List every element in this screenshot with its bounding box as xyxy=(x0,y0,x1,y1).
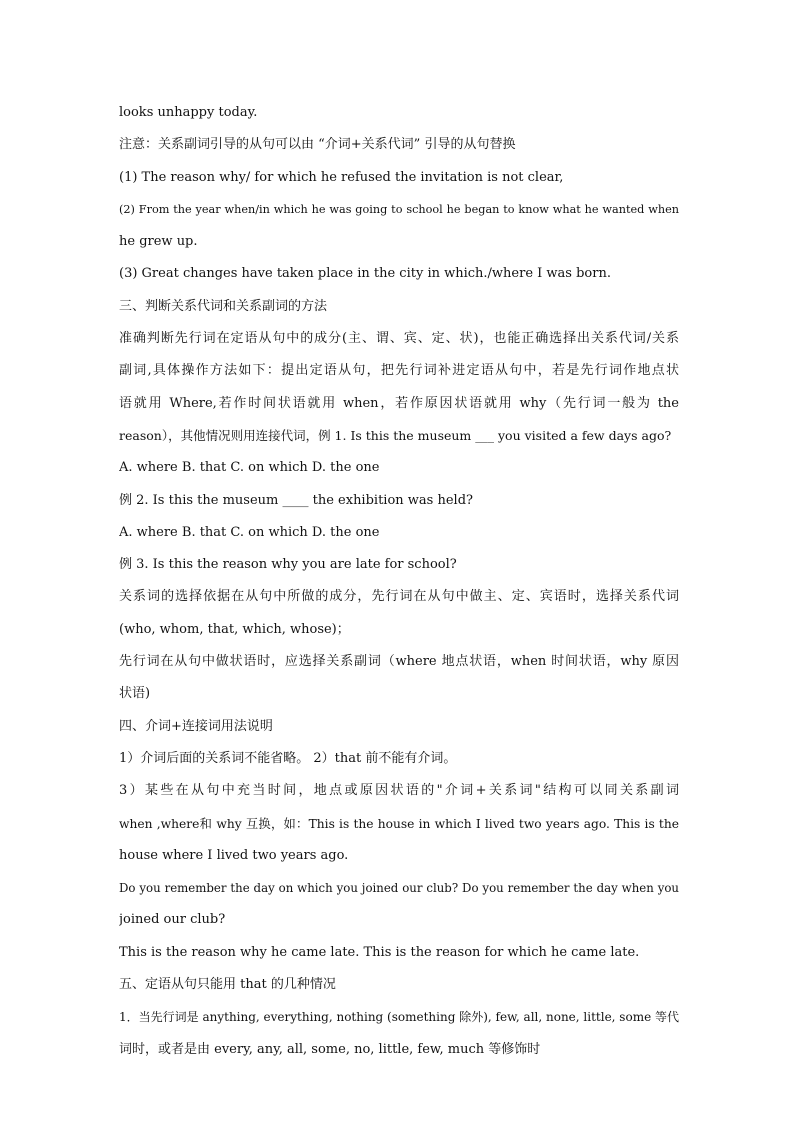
example-line: This is the reason why he came late. This is the reason for which he came late. xyxy=(119,944,640,960)
section-heading: 五、定语从句只能用 that 的几种情况 xyxy=(119,977,336,993)
section-heading: 三、判断关系代词和关系副词的方法 xyxy=(119,298,328,314)
answer-options: A. where B. that C. on which D. the one xyxy=(119,524,380,540)
example-line: (3) Great changes have taken place in the city in which./where I was born. xyxy=(119,266,611,282)
example-line: he grew up. xyxy=(119,234,198,250)
section-heading: 四、介词+连接词用法说明 xyxy=(119,718,273,734)
paragraph-line: 关系词的选择依据在从句中所做的成分，先行词在从句中做主、定、宾语时，选择关系代词 xyxy=(119,589,679,605)
answer-options: A. where B. that C. on which D. the one xyxy=(119,460,380,476)
rule-line: 1）介词后面的关系词不能省略。 2）that 前不能有介词。 xyxy=(119,750,457,766)
note-line: 注意：关系副词引导的从句可以由 “介词+关系代词” 引导的从句替换 xyxy=(119,137,516,153)
example-line: (2) From the year when/in which he was going to school he began to know what he wanted when xyxy=(119,202,679,216)
rule-line: 词时，或者是由 every, any, all, some, no, little, few, much 等修饰时 xyxy=(119,1041,541,1057)
paragraph-line: reason），其他情况则用连接代词，例 1. Is this the museum ___ you visited a few days ago? xyxy=(119,427,672,443)
paragraph-line: 准确判断先行词在定语从句中的成分(主、谓、宾、定、状)，也能正确选择出关系代词/关系 xyxy=(119,331,679,347)
example-line: 例 2. Is this the museum ____ the exhibition was held? xyxy=(119,492,473,508)
example-line: Do you remember the day on which you joined our club? Do you remember the day when you xyxy=(119,881,679,896)
paragraph-line: 先行词在从句中做状语时，应选择关系副词（where 地点状语，when 时间状语，why 原因 xyxy=(119,654,679,670)
example-line: house where I lived two years ago. xyxy=(119,847,349,863)
paragraph-line: 状语) xyxy=(119,686,151,702)
rule-line: 1．当先行词是 anything, everything, nothing (something 除外), few, all, none, little, some 等代 xyxy=(119,1010,679,1025)
example-line: 例 3. Is this the reason why you are late for school? xyxy=(119,557,457,573)
paragraph-line: (who, whom, that, which, whose)； xyxy=(119,621,350,637)
paragraph-line: 副词,具体操作方法如下：提出定语从句，把先行词补进定语从句中，若是先行词作地点状 xyxy=(119,363,679,379)
paragraph-line: 语就用 Where,若作时间状语就用 when，若作原因状语就用 why（先行词一般为 the xyxy=(119,395,679,411)
document-body xyxy=(119,102,679,1071)
example-line: when ,where和 why 互换，如：This is the house in which I lived two years ago. This is the xyxy=(119,816,679,831)
text-line: looks unhappy today. xyxy=(119,105,258,120)
example-line: (1) The reason why/ for which he refused the invitation is not clear, xyxy=(119,169,564,185)
example-line: joined our club? xyxy=(119,912,226,928)
rule-line: 3）某些在从句中充当时间，地点或原因状语的"介词+关系词"结构可以同关系副词 xyxy=(119,783,679,799)
